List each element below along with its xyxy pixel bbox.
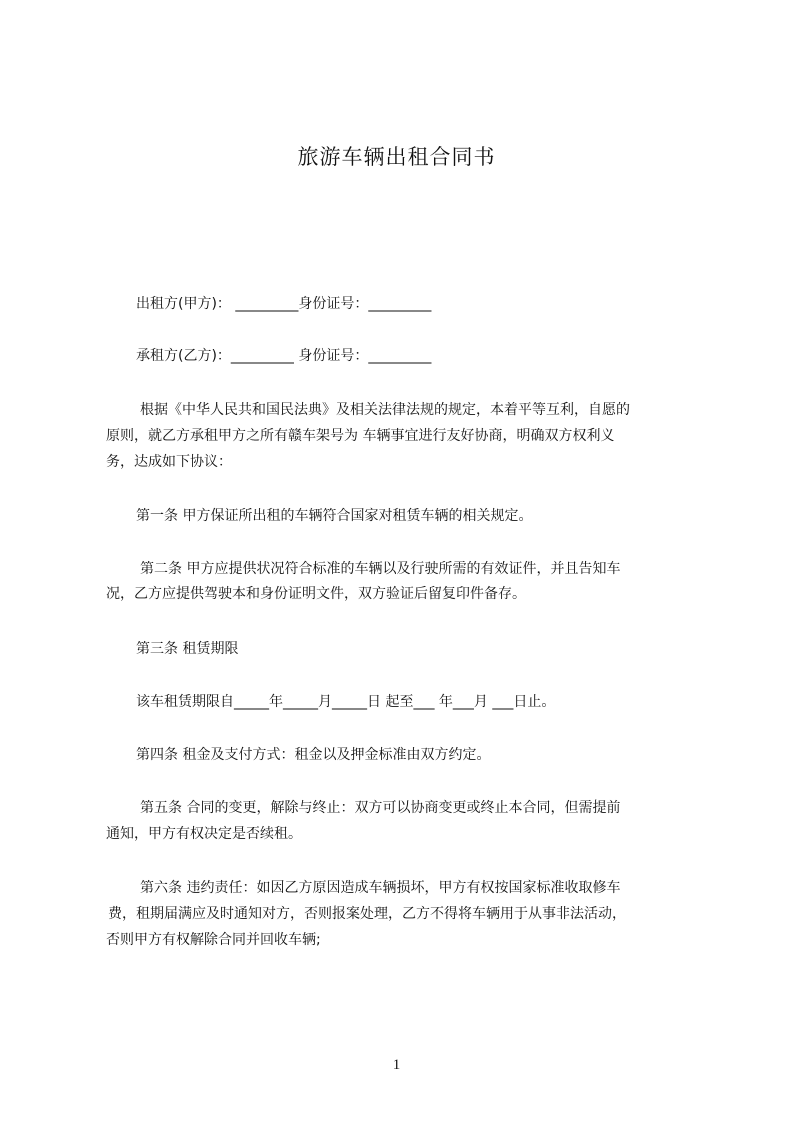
article-6-line-3: 否则甲方有权解除合同并回收车辆; (106, 932, 321, 948)
preamble-line-1: 根据《中华人民共和国民法典》及相关法律法规的规定，本着平等互利，自愿的 (140, 402, 630, 418)
article-4: 第四条 租金及支付方式：租金以及押金标准由双方约定。 (136, 747, 491, 763)
article-2-line-2: 况，乙方应提供驾驶本和身份证明文件，双方验证后留复印件备存。 (106, 586, 526, 602)
document-title: 旅游车辆出租合同书 (297, 145, 496, 169)
article-6-line-1: 第六条 违约责任：如因乙方原因造成车辆损坏，甲方有权按国家标准收取修车 (140, 880, 621, 896)
article-3-body: 该车租赁期限自_____年_____月_____日 起至___ 年___月 ___日止。 (136, 694, 556, 710)
party-b-line: 承租方(乙方)：_________ 身份证号：_________ (136, 348, 432, 364)
article-1: 第一条 甲方保证所出租的车辆符合国家对租赁车辆的相关规定。 (136, 508, 533, 524)
page-number: 1 (392, 1057, 401, 1073)
article-2-line-1: 第二条 甲方应提供状况符合标准的车辆以及行驶所需的有效证件，并且告知车 (140, 561, 621, 577)
article-5-line-1: 第五条 合同的变更，解除与终止：双方可以协商变更或终止本合同，但需提前 (140, 800, 621, 816)
article-3-heading: 第三条 租赁期限 (136, 641, 239, 657)
article-6-line-2: 费，租期届满应及时通知对方，否则报案处理，乙方不得将车辆用于从事非法活动， (108, 906, 626, 922)
article-5-line-2: 通知，甲方有权决定是否续租。 (106, 826, 302, 842)
preamble-line-2: 原则，就乙方承租甲方之所有赣车架号为 车辆事宜进行友好协商，明确双方权利义 (106, 428, 615, 444)
preamble-line-3: 务，达成如下协议： (106, 454, 232, 470)
party-a-line: 出租方(甲方)： _________身份证号：_________ (136, 296, 432, 312)
